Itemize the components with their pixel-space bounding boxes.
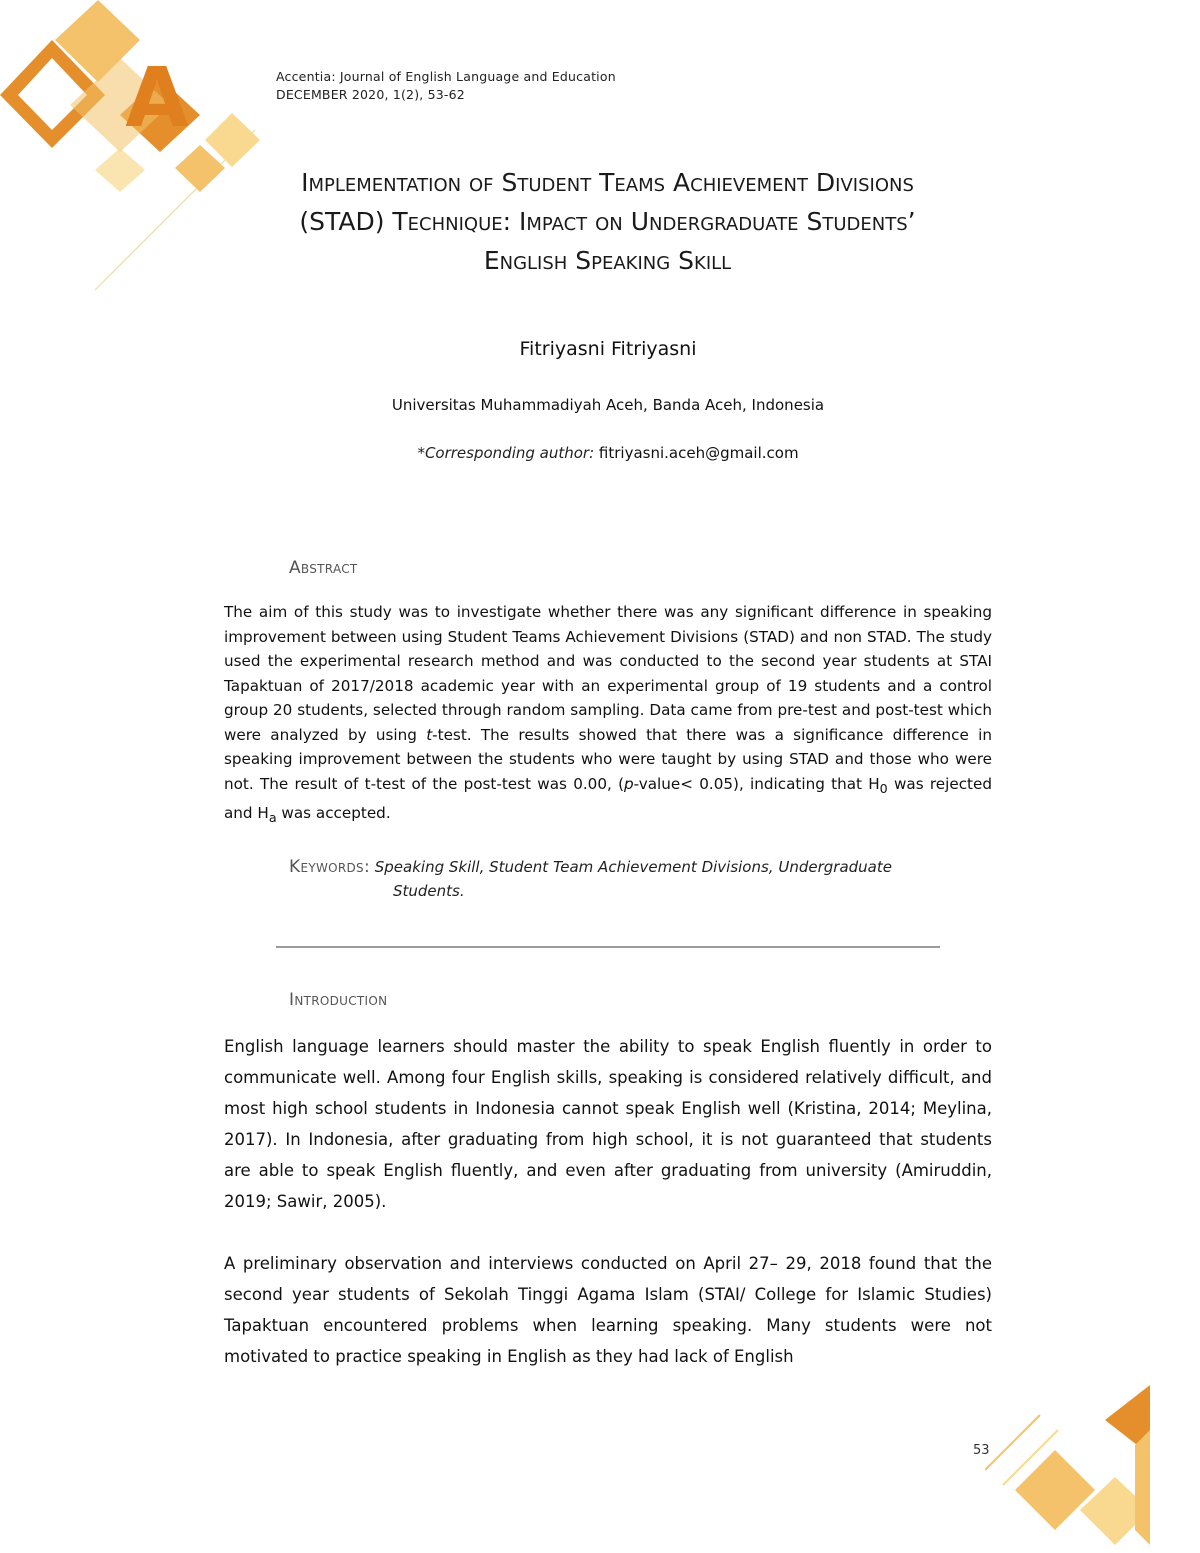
introduction-heading: Introduction: [289, 990, 388, 1010]
abstract-body: [224, 600, 992, 831]
corresponding-email[interactable]: fitriyasni.aceh@gmail.com: [594, 444, 799, 462]
keywords: [289, 855, 949, 903]
journal-issue: DECEMBER 2020, 1(2), 53-62: [276, 87, 465, 102]
corner-decoration: [985, 1385, 1200, 1553]
corresponding-label: *Corresponding author:: [417, 444, 595, 462]
abstract-text-3: -value< 0.05), indicating that H: [633, 774, 880, 793]
keywords-items-cont: Students.: [393, 882, 465, 900]
section-divider: [276, 946, 940, 948]
keywords-label: Keywords:: [289, 857, 370, 877]
author-name: Fitriyasni Fitriyasni: [519, 338, 697, 360]
intro-paragraph-1: English language learners should master the ability to speak English fluently in order to communicate well. Among four English skills, speaking is considered relatively difficult, and most high school students in Indonesia cannot speak English well (Kristina, 2014; Meylina, 2017). In Indonesia, after graduating from high school, it is not guaranteed that students are able to speak English fluently, and even after graduating from university (Amiruddin, 2019; Sawir, 2005).: [224, 1037, 992, 1211]
abstract-text-5: was accepted.: [276, 804, 391, 823]
journal-header: [276, 68, 616, 104]
intro-paragraph-2: A preliminary observation and interviews conducted on April 27– 29, 2018 found that the second year students of Sekolah Tinggi Agama Islam (STAI/ College for Islamic Studies) Tapaktuan encountered problems when learning speaking. Many students were not motivated to practice speaking in English as they had lack of English: [224, 1254, 992, 1366]
keywords-items: Speaking Skill, Student Team Achievement Divisions, Undergraduate: [370, 858, 892, 876]
paper-title: [200, 163, 1015, 280]
journal-name: Accentia: Journal of English Language and Education: [276, 69, 616, 84]
page-number: 53: [973, 1443, 990, 1458]
abstract-sub-a: a: [268, 810, 277, 826]
abstract-heading: Abstract: [289, 558, 358, 578]
title-line-2: (STAD) Technique: Impact on Undergraduate Students’: [299, 207, 916, 236]
abstract-text-1: The aim of this study was to investigate whether there was any significant difference in speaking improvement between using Student Teams Achievement Divisions (STAD) and non STAD. The study used the experimental research method and was conducted to the second year students at STAI Tapaktuan of 2017/2018 academic year with an experimental group of 19 students and a control group 20 students, selected through random sampling. Data came from pre-test and post-test which were analyzed by using: [224, 603, 992, 744]
title-line-3: English Speaking Skill: [483, 246, 732, 275]
title-line-1: Implementation of Student Teams Achievement Divisions: [301, 168, 914, 197]
logo-letter: A: [125, 51, 189, 146]
affiliation: Universitas Muhammadiyah Aceh, Banda Aceh, Indonesia: [391, 396, 825, 414]
abstract-t-italic: t: [426, 725, 433, 744]
abstract-sub-0: 0: [879, 780, 888, 796]
abstract-p-italic: p: [624, 774, 634, 793]
abstract-text-4: was rejected and H: [224, 774, 992, 823]
abstract-text-2: -test. The results showed that there was a significance difference in speaking improvement between the students who were taught by using STAD and those who were not. The result of t-test of the post-test was 0.00, (: [224, 725, 992, 793]
corresponding-author: [0, 444, 1200, 462]
